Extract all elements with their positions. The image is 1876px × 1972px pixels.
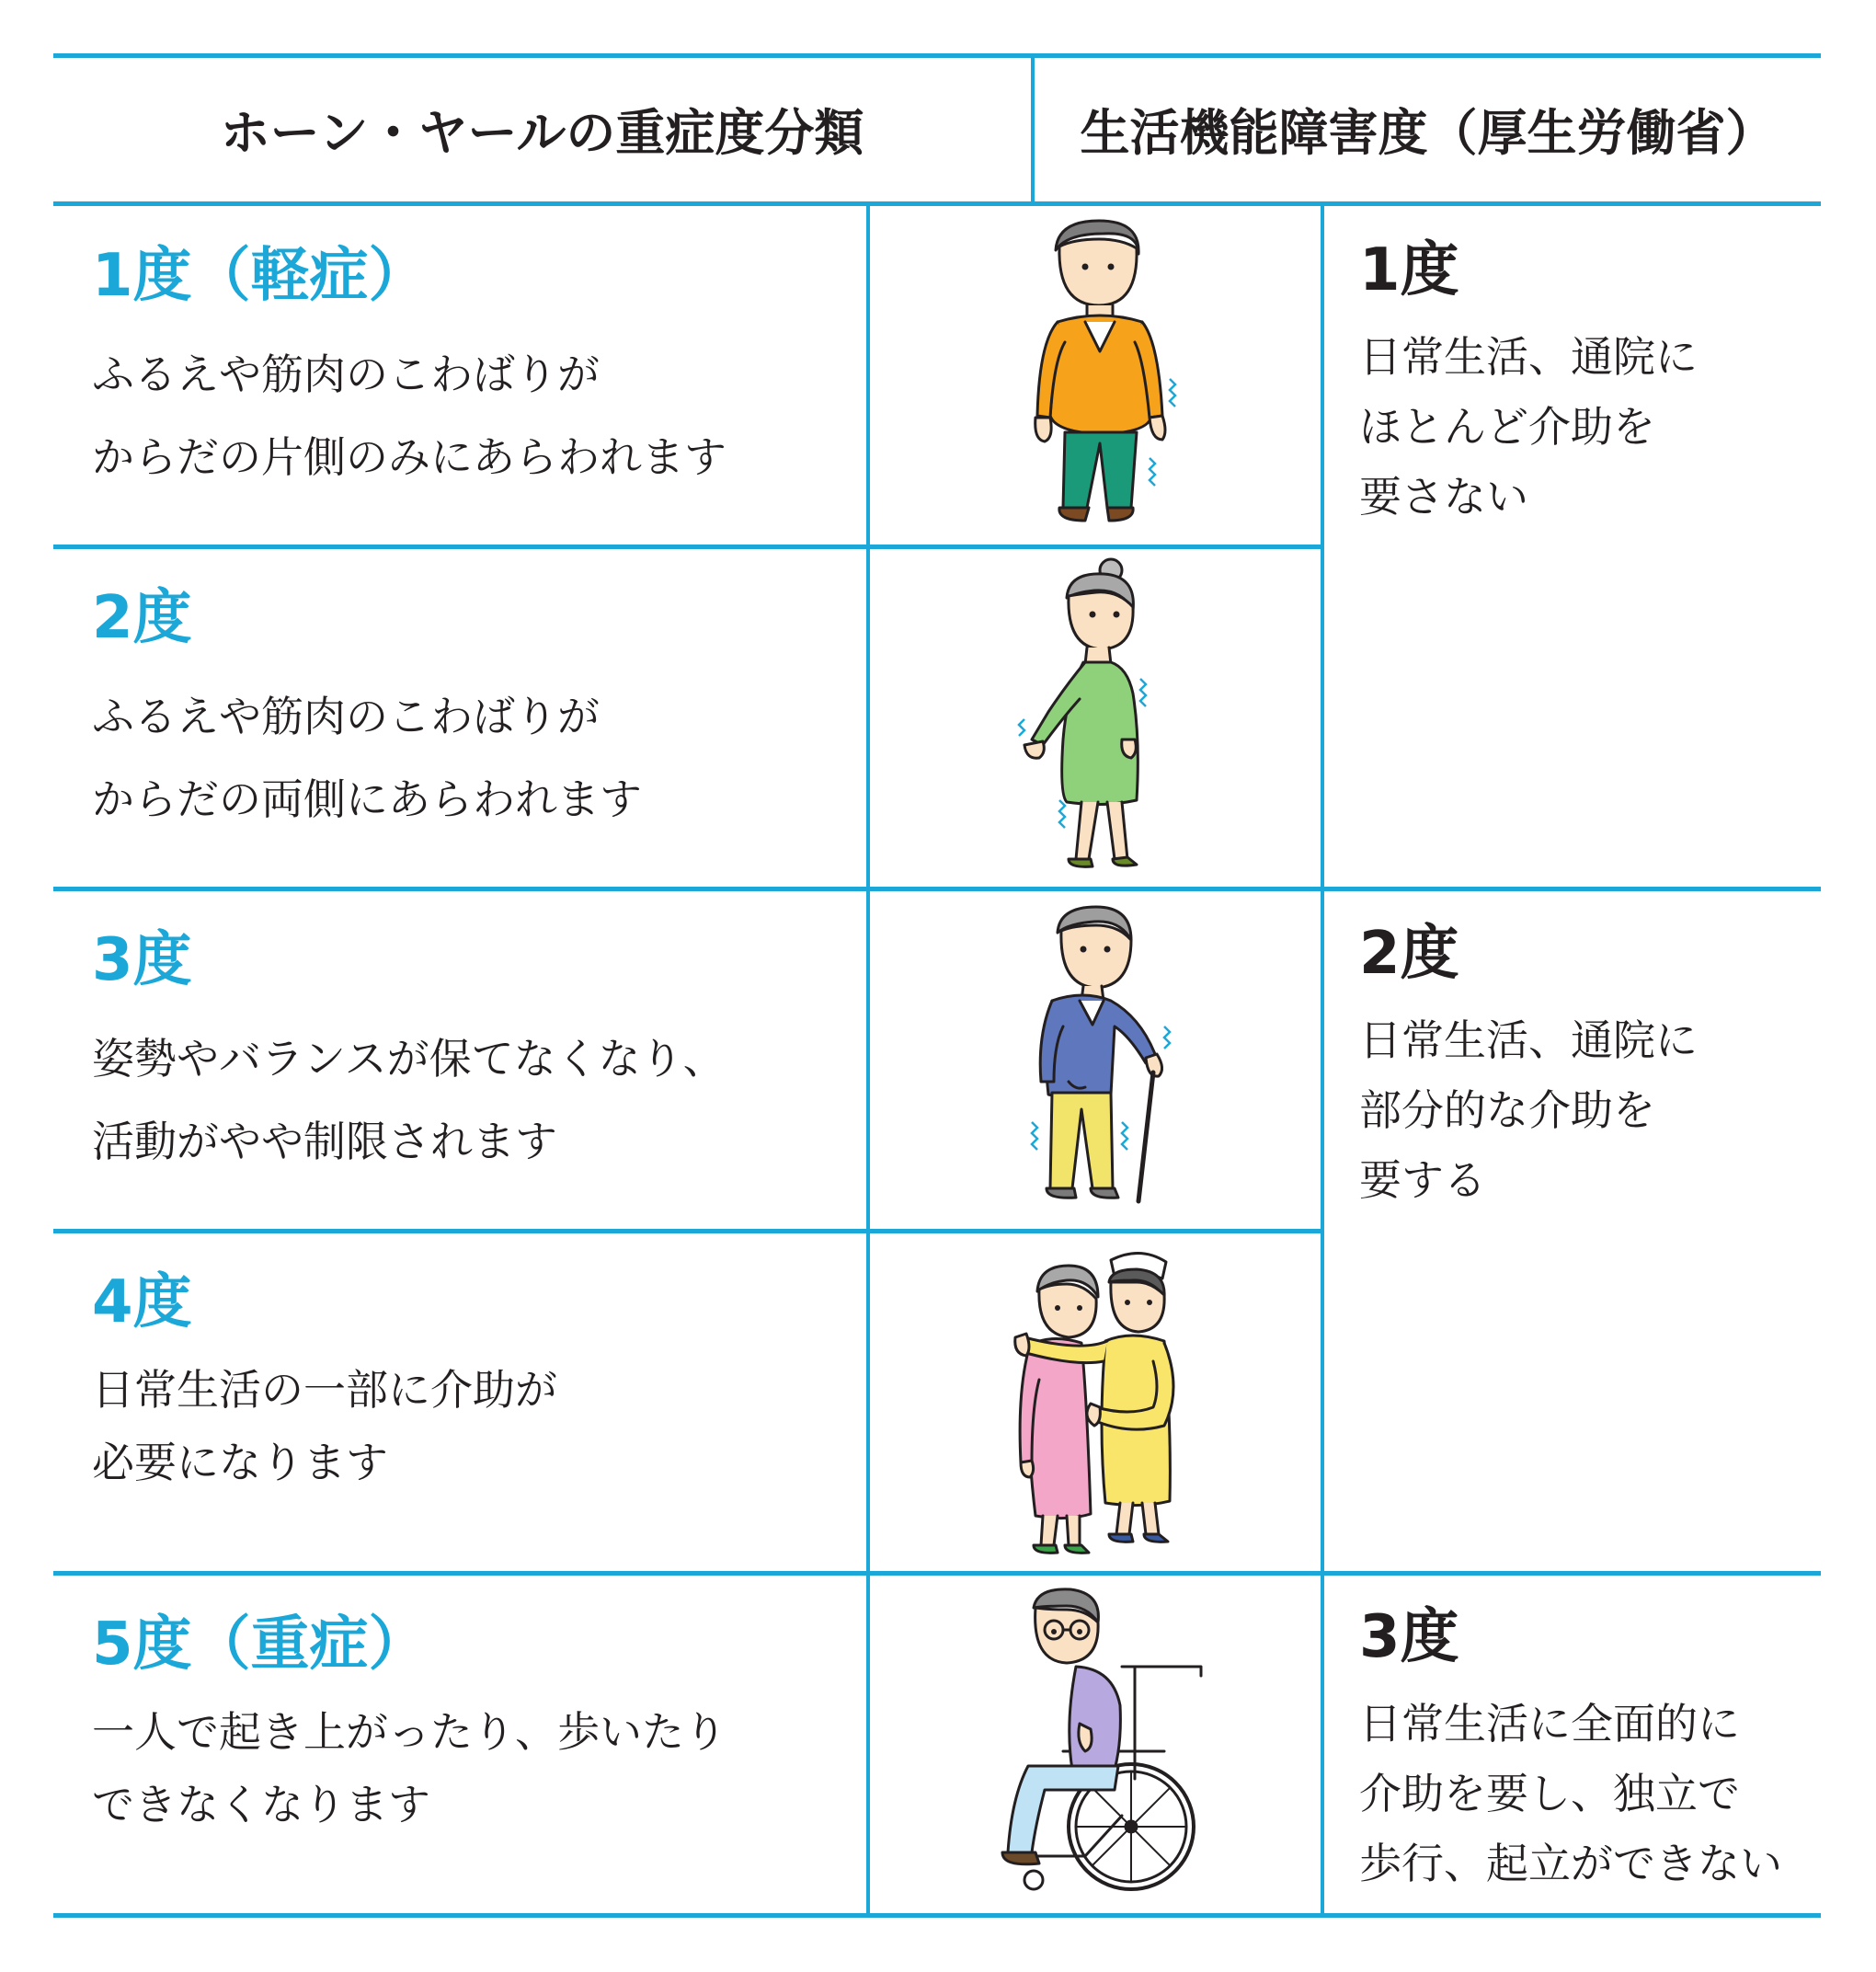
- column-divider-left: [866, 201, 870, 1918]
- stage-description-line: ふるえや筋肉のこわばりが: [92, 692, 600, 741]
- stage-title: 1度（軽症）: [92, 242, 428, 310]
- grade-1: [1359, 236, 1698, 532]
- row-divider-4: [53, 1571, 1821, 1576]
- row-divider-3: [53, 1229, 1322, 1233]
- grade-description-line: ほとんど介助を: [1359, 402, 1655, 452]
- stage-description: [92, 675, 642, 841]
- man-with-cane-illustration: [1012, 898, 1186, 1221]
- row-divider-1: [53, 545, 1322, 549]
- grade-description-line: 要する: [1359, 1155, 1486, 1205]
- man-in-wheelchair-illustration: [984, 1586, 1205, 1904]
- grade-description-line: 介助を要し、独立で: [1359, 1769, 1740, 1818]
- header-functional-grade: 生活機能障害度（厚生労働省）: [1080, 104, 1776, 162]
- stage-title: 2度: [92, 584, 192, 652]
- grade-description-line: 要さない: [1359, 472, 1528, 522]
- grade-description-line: 日常生活、通院に: [1359, 1015, 1698, 1065]
- stage-1: [92, 242, 726, 499]
- stage-description: [92, 1354, 557, 1499]
- nurse-assisting-woman-illustration: [1002, 1242, 1195, 1565]
- column-divider-right: [1321, 201, 1324, 1918]
- grade-description: [1359, 1005, 1698, 1215]
- header-hoehn-yahr: ホーン・ヤールの重症度分類: [220, 104, 864, 162]
- grade-title: 3度: [1359, 1603, 1459, 1671]
- stage-description-line: 一人で起き上がったり、歩いたり: [92, 1707, 726, 1757]
- stage-description-line: からだの両側にあらわれます: [92, 774, 642, 824]
- grade-title: 1度: [1359, 236, 1459, 304]
- grade-description-line: 歩行、起立ができない: [1359, 1839, 1782, 1888]
- grade-2: [1359, 920, 1698, 1215]
- stage-description: [92, 1017, 726, 1183]
- stage-description: [92, 333, 726, 499]
- stage-5: [92, 1611, 726, 1841]
- header-bottom-border: [53, 201, 1821, 206]
- stage-title: 3度: [92, 926, 192, 994]
- stage-description-line: できなくなります: [92, 1780, 430, 1829]
- table-bottom-border: [53, 1913, 1821, 1918]
- stage-2: [92, 584, 642, 841]
- stage-title: 4度: [92, 1268, 192, 1336]
- stage-description-line: 活動がやや制限されます: [92, 1117, 557, 1166]
- row-divider-2: [53, 887, 1821, 891]
- standing-woman-tremor-illustration: [1012, 556, 1186, 879]
- grade-description-line: 部分的な介助を: [1359, 1085, 1655, 1135]
- standing-man-tremor-illustration: [1012, 213, 1186, 537]
- grade-description: [1359, 322, 1698, 532]
- stage-description: [92, 1696, 726, 1841]
- stage-description-line: からだの片側のみにあらわれます: [92, 432, 726, 482]
- stage-description-line: 必要になります: [92, 1438, 388, 1487]
- grade-description-line: 日常生活、通院に: [1359, 332, 1698, 382]
- stage-description-line: 姿勢やバランスが保てなくなり、: [92, 1034, 726, 1083]
- stage-description-line: 日常生活の一部に介助が: [92, 1365, 557, 1415]
- grade-title: 2度: [1359, 920, 1459, 988]
- grade-description: [1359, 1689, 1782, 1898]
- stage-title: 5度（重症）: [92, 1611, 428, 1679]
- grade-description-line: 日常生活に全面的に: [1359, 1699, 1740, 1748]
- grade-3: [1359, 1603, 1782, 1898]
- stage-3: [92, 926, 726, 1183]
- stage-description-line: ふるえや筋肉のこわばりが: [92, 350, 600, 399]
- stage-4: [92, 1268, 557, 1499]
